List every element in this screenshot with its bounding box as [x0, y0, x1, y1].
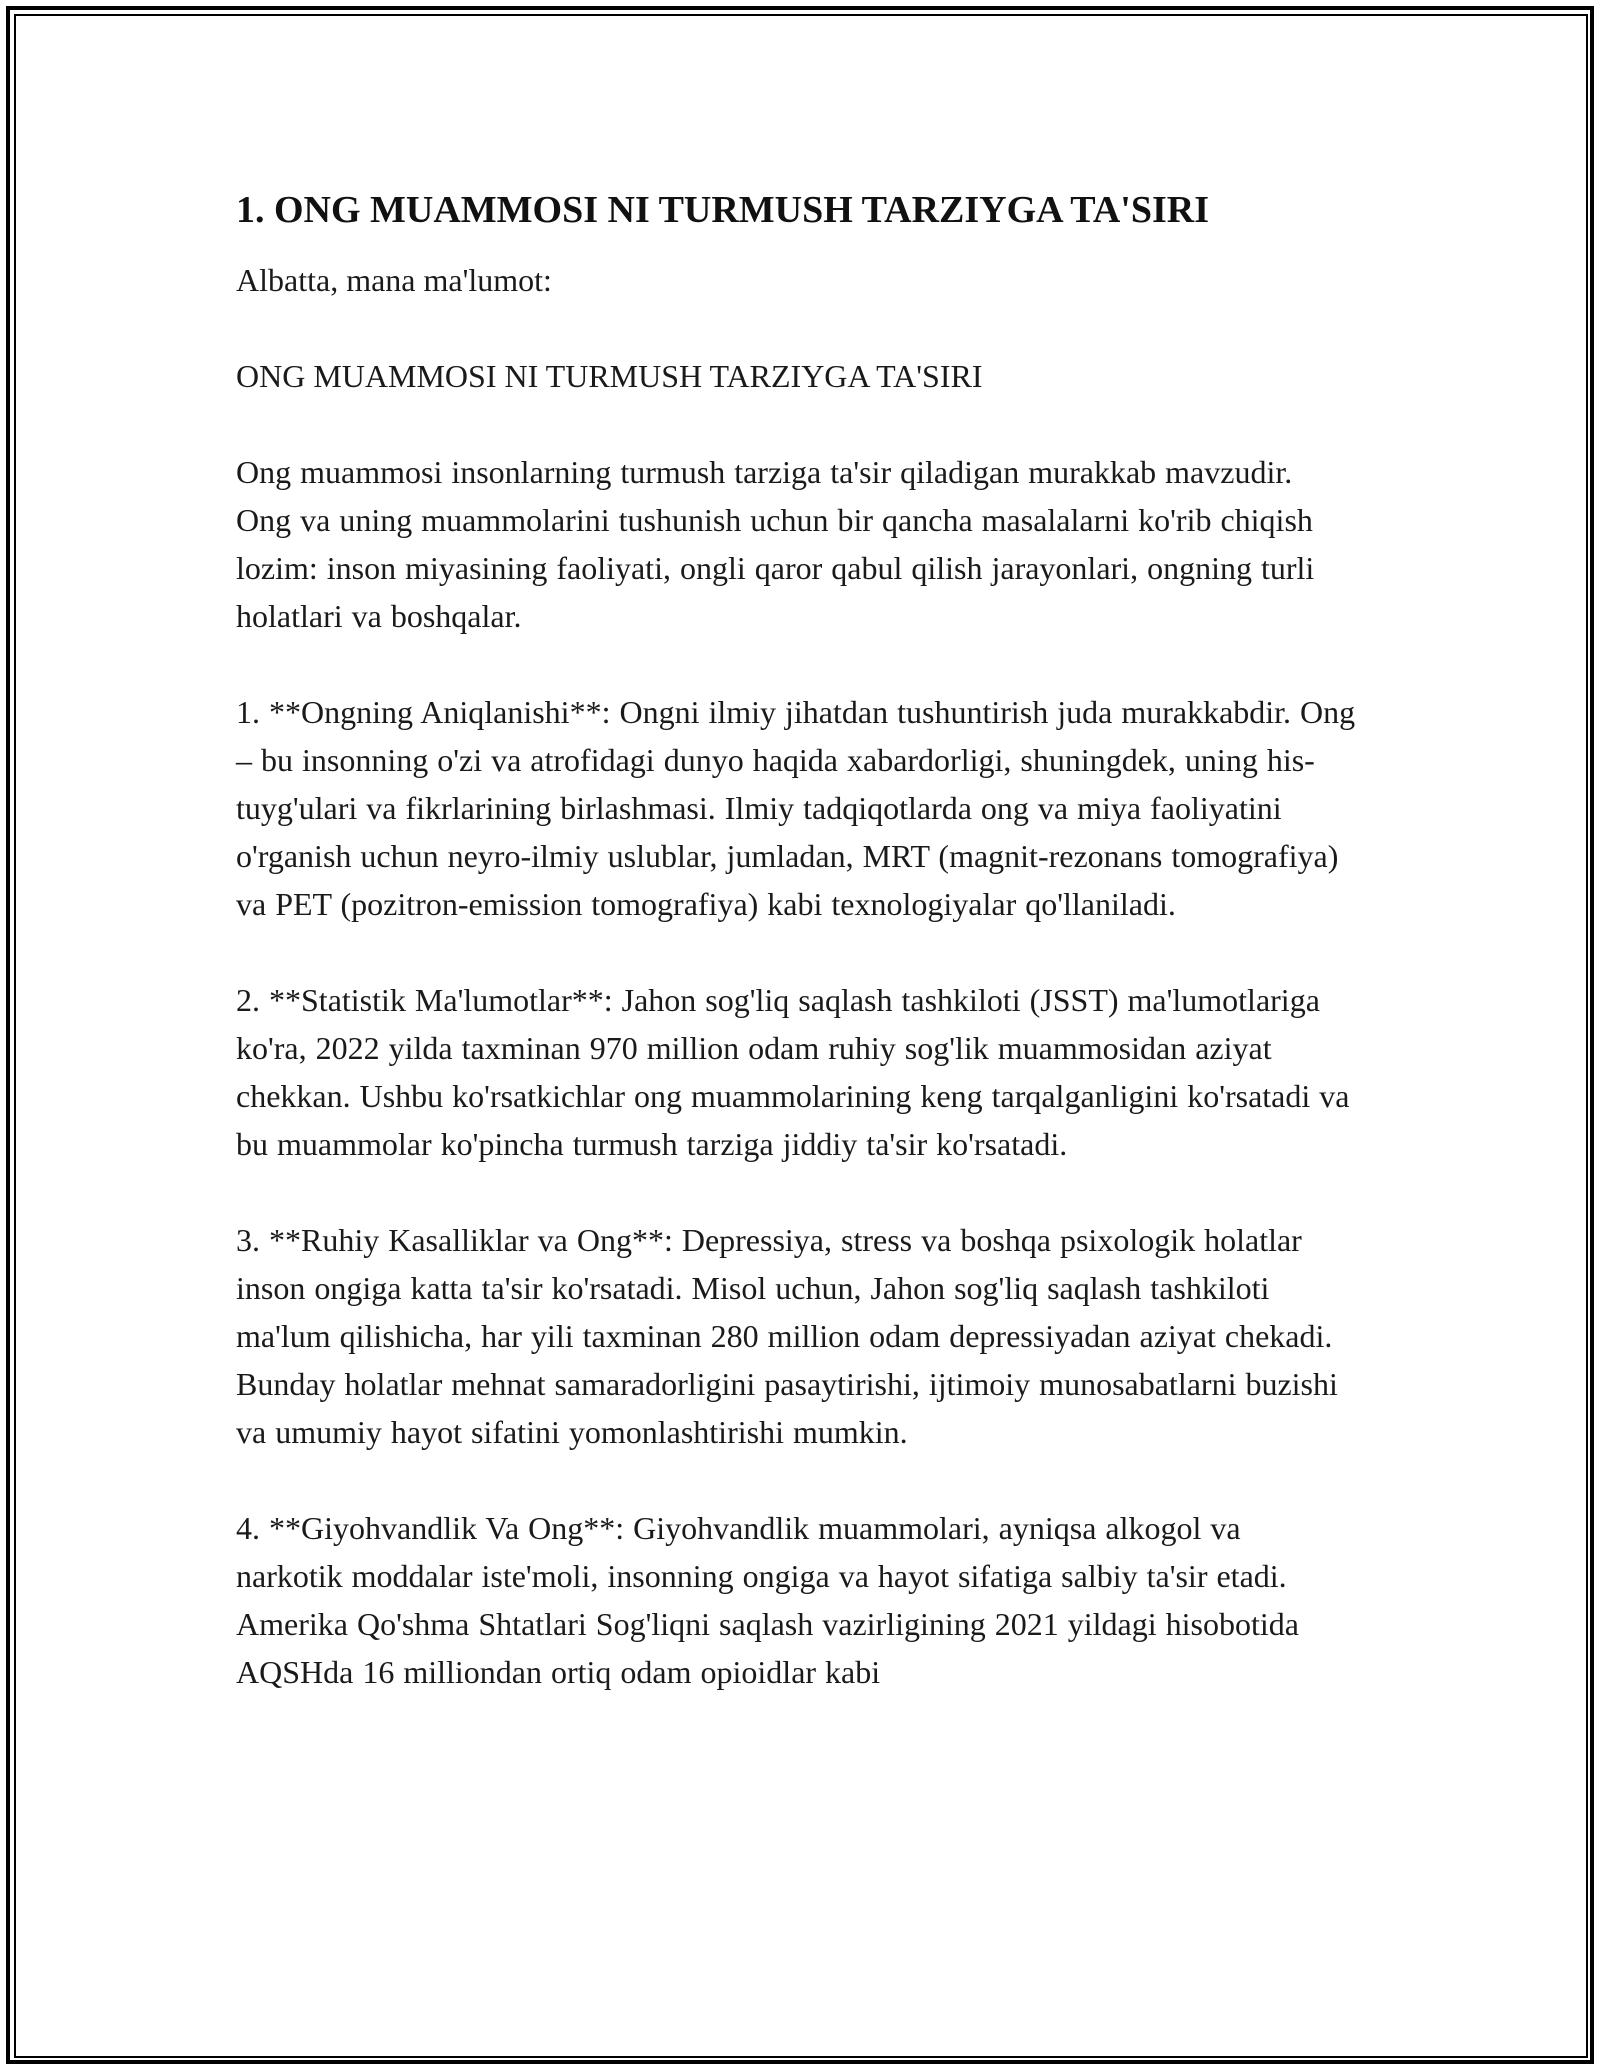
document-body: [236, 186, 1356, 1696]
paragraph-item-3: 3. **Ruhiy Kasalliklar va Ong**: Depressiya, stress va boshqa psixologik holatlar inson ongiga katta ta'sir ko'rsatadi. Misol uchun, Jahon sog'liq saqlash tashkiloti ma'lum qilishicha, har yili taxminan 280 million odam depressiyadan aziyat chekadi. Bunday holatlar mehnat samaradorligini pasaytirishi, ijtimoiy munosabatlarni buzishi va umumiy hayot sifatini yomonlashtirishi mumkin.: [236, 1222, 1338, 1450]
subheading: ONG MUAMMOSI NI TURMUSH TARZIYGA TA'SIRI: [236, 358, 983, 394]
paragraph-item-1: 1. **Ongning Aniqlanishi**: Ongni ilmiy jihatdan tushuntirish juda murakkabdir. Ong – bu insonning o'zi va atrofidagi dunyo haqida xabardorligi, shuningdek, uning his-tuyg'ulari va fikrlarining birlashmasi. Ilmiy tadqiqotlarda ong va miya faoliyatini o'rganish uchun neyro-ilmiy uslublar, jumladan, MRT (magnit-rezonans tomografiya) va PET (pozitron-emission tomografiya) kabi texnologiyalar qo'llaniladi.: [236, 694, 1356, 922]
paragraph-item-4: 4. **Giyohvandlik Va Ong**: Giyohvandlik muammolari, ayniqsa alkogol va narkotik moddalar iste'moli, insonning ongiga va hayot sifatiga salbiy ta'sir etadi. Amerika Qo'shma Shtatlari Sog'liqni saqlash vazirligining 2021 yildagi hisobotida AQSHda 16 milliondan ortiq odam opioidlar kabi: [236, 1510, 1299, 1690]
intro-line: Albatta, mana ma'lumot:: [236, 262, 552, 298]
document-heading: 1. ONG MUAMMOSI NI TURMUSH TARZIYGA TA'SIRI: [236, 189, 1209, 231]
paragraph-item-2: 2. **Statistik Ma'lumotlar**: Jahon sog'liq saqlash tashkiloti (JSST) ma'lumotlariga ko'ra, 2022 yilda taxminan 970 million odam ruhiy sog'lik muammosidan aziyat chekkan. Ushbu ko'rsatkichlar ong muammolarining keng tarqalganligini ko'rsatadi va bu muammolar ko'pincha turmush tarziga jiddiy ta'sir ko'rsatadi.: [236, 982, 1350, 1162]
paragraph-intro: Ong muammosi insonlarning turmush tarziga ta'sir qiladigan murakkab mavzudir. Ong va uning muammolarini tushunish uchun bir qancha masalalarni ko'rib chiqish lozim: inson miyasining faoliyati, ongli qaror qabul qilish jarayonlari, ongning turli holatlari va boshqalar.: [236, 454, 1315, 634]
